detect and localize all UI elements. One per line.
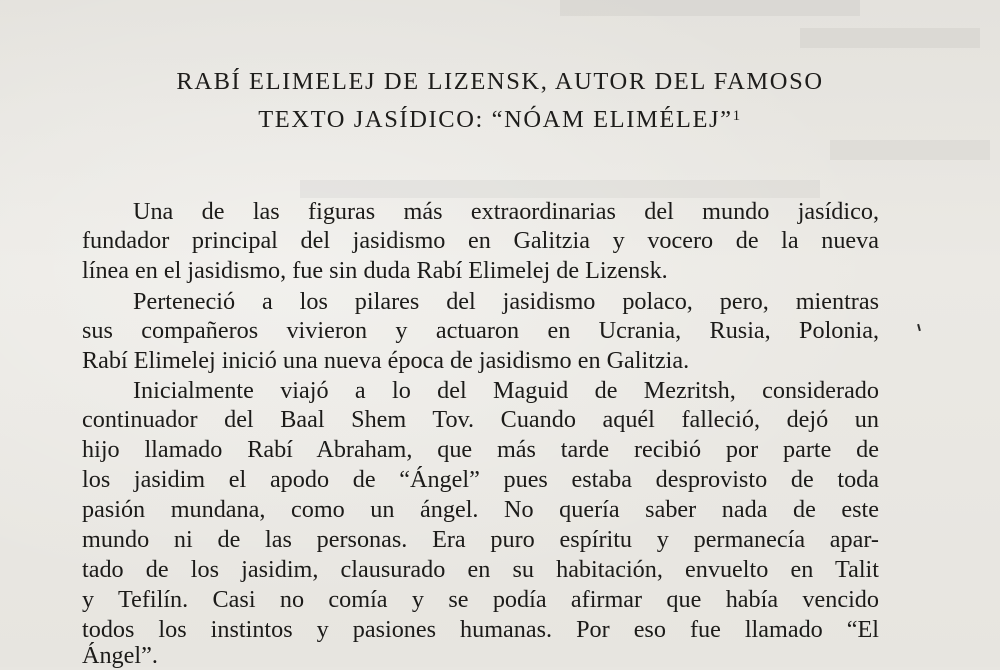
- chapter-title-line-2: [0, 106, 1000, 134]
- body-line: y Tefilín. Casi no comía y se podía afirmar que había vencido: [82, 586, 879, 613]
- body-line: continuador del Baal Shem Tov. Cuando aquél falleció, dejó un: [82, 406, 879, 433]
- chapter-title-text: TEXTO JASÍDICO: “NÓAM ELIMÉLEJ”: [258, 106, 733, 133]
- body-line: hijo llamado Rabí Abraham, que más tarde recibió por parte de: [82, 436, 879, 463]
- bleed-through-shadow: [830, 140, 990, 160]
- body-line: los jasidim el apodo de “Ángel” pues estaba desprovisto de toda: [82, 466, 879, 493]
- body-line: sus compañeros vivieron y actuaron en Ucrania, Rusia, Polonia,: [82, 317, 879, 344]
- body-line: Una de las figuras más extraordinarias del mundo jasídico,: [133, 198, 879, 225]
- bleed-through-shadow: [300, 180, 820, 198]
- chapter-title-line-1: RABÍ ELIMELEJ DE LIZENSK, AUTOR DEL FAMOSO: [176, 68, 824, 95]
- body-line: pasión mundana, como un ángel. No quería saber nada de este: [82, 496, 879, 523]
- body-line: Rabí Elimelej inició una nueva época de jasidismo en Galitzia.: [82, 347, 690, 374]
- body-line: mundo ni de las personas. Era puro espíritu y permanecía apar-: [82, 526, 879, 553]
- ink-speck: [917, 324, 921, 331]
- body-line: línea en el jasidismo, fue sin duda Rabí Elimelej de Lizensk.: [82, 257, 668, 284]
- body-line: Inicialmente viajó a lo del Maguid de Mezritsh, considerado: [133, 377, 879, 404]
- footnote-marker: 1: [732, 108, 742, 124]
- body-line: todos los instintos y pasiones humanas. Por eso fue llamado “El: [82, 616, 879, 643]
- body-line: Perteneció a los pilares del jasidismo polaco, pero, mientras: [133, 288, 879, 315]
- bleed-through-shadow: [800, 28, 980, 48]
- body-line: tado de los jasidim, clausurado en su habitación, envuelto en Talit: [82, 556, 879, 583]
- body-line: Ángel”.: [82, 642, 158, 669]
- bleed-through-shadow: [560, 0, 860, 16]
- body-line: fundador principal del jasidismo en Galitzia y vocero de la nueva: [82, 227, 879, 254]
